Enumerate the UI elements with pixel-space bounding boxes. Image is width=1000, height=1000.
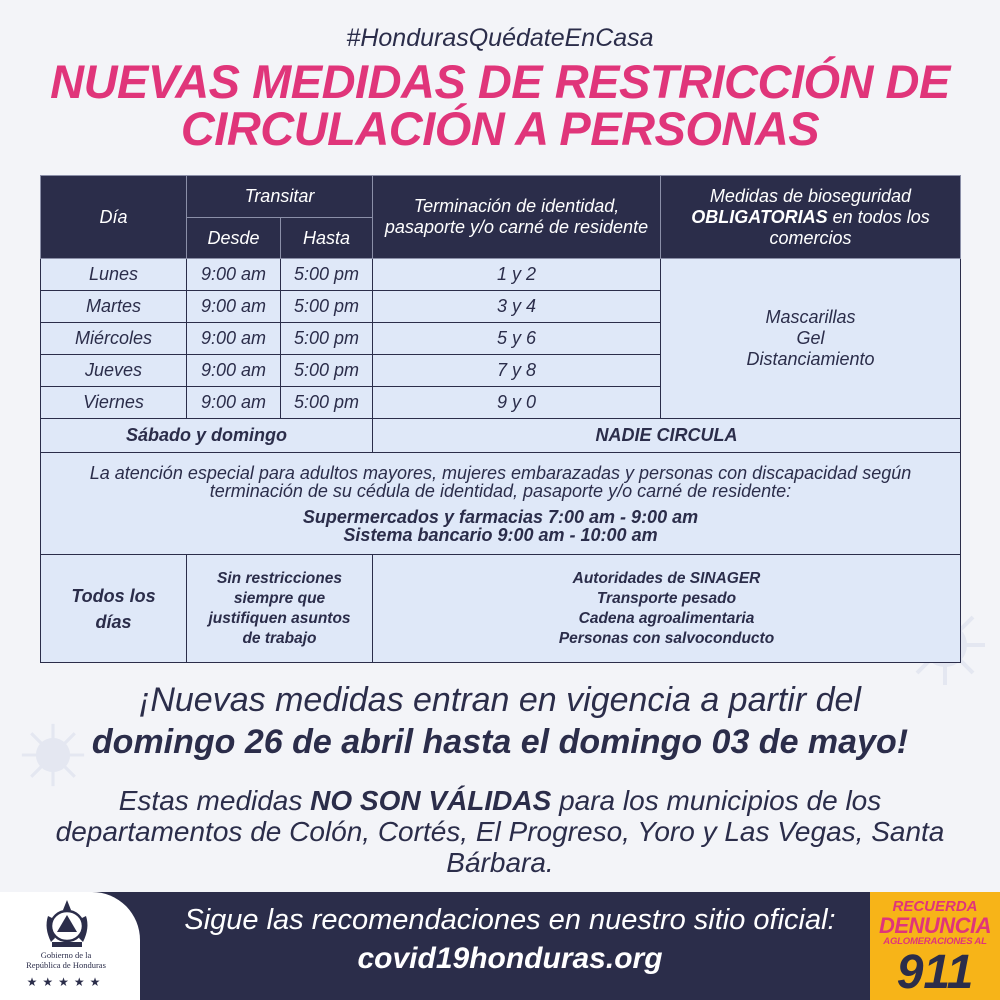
sin-line: de trabajo [242,629,317,647]
medidas-list [661,259,961,419]
row-dia: Lunes [41,259,187,291]
coat-of-arms-icon [42,898,92,950]
stars-icon: ★★★★★ [26,975,106,989]
special-attention [41,453,961,555]
page-title [0,55,1000,155]
todos-label [41,555,187,663]
sin-line: justifiquen asuntos [208,609,351,627]
hashtag: #HondurasQuédateEnCasa [346,24,654,52]
logo-line-1: Gobierno de la [40,950,92,960]
validity-note [50,785,950,878]
note-bold: NO SON VÁLIDAS [310,785,552,816]
logo-line-2: República de Honduras [26,960,106,970]
row-terminacion: 3 y 4 [373,291,661,323]
special-line-4: Sistema bancario 9:00 am - 10:00 am [343,524,658,545]
header-medidas-bold: OBLIGATORIAS [691,206,828,227]
row-terminacion: 5 y 6 [373,323,661,355]
row-hasta: 5:00 pm [281,355,373,387]
row-dia: Jueves [41,355,187,387]
header-dia: Día [41,176,187,259]
restrictions-table [40,175,961,663]
note-post: para los municipios de los departamentos de Colón, Cortés, El Progreso, Yoro y Las Vegas, Santa Bárbara. [55,785,945,878]
title-line-1: NUEVAS MEDIDAS DE RESTRICCIÓN DE [50,55,950,108]
row-desde: 9:00 am [187,355,281,387]
medida-item: Distanciamiento [746,349,875,369]
note-pre: Estas medidas [118,785,311,816]
badge-denuncia: DENUNCIA [878,913,992,938]
special-line-1: La atención especial para adultos mayores, mujeres embarazadas y personas con discapacidad según [89,462,912,483]
header-transitar: Transitar [187,176,373,218]
sin-restricciones [187,555,373,663]
row-dia: Viernes [41,387,187,419]
exempt-item: Personas con salvoconducto [558,629,775,647]
special-line-3: Supermercados y farmacias 7:00 am - 9:00 am [302,506,699,527]
row-terminacion: 7 y 8 [373,355,661,387]
todos-line-2: días [95,611,132,632]
row-terminacion: 1 y 2 [373,259,661,291]
weekend-label: Sábado y domingo [41,419,373,453]
website-link[interactable]: covid19honduras.org [357,942,663,975]
row-hasta: 5:00 pm [281,323,373,355]
row-desde: 9:00 am [187,291,281,323]
government-logo [0,892,140,1000]
title-line-2: CIRCULACIÓN A PERSONAS [180,102,820,155]
header-terminacion: Terminación de identidad, pasaporte y/o carné de residente [373,176,661,259]
exempt-item: Cadena agroalimentaria [578,609,755,627]
row-terminacion: 9 y 0 [373,387,661,419]
header-hasta: Hasta [281,218,373,259]
sin-line: siempre que [233,589,326,607]
row-desde: 9:00 am [187,387,281,419]
row-dia: Miércoles [41,323,187,355]
row-desde: 9:00 am [187,259,281,291]
header-medidas [661,176,961,259]
todos-line-1: Todos los [71,585,156,606]
row-desde: 9:00 am [187,323,281,355]
row-dia: Martes [41,291,187,323]
row-hasta: 5:00 pm [281,291,373,323]
medida-item: Mascarillas [765,307,856,327]
header-medidas-pre: Medidas de bioseguridad [709,185,912,206]
header-medidas-post: en todos los comercios [769,206,930,248]
announcement-line-1: ¡Nuevas medidas entran en vigencia a partir del [139,681,861,719]
emergency-badge [870,892,1000,1000]
badge-number: 911 [896,946,974,999]
weekend-value: NADIE CIRCULA [373,419,961,453]
special-line-2: terminación de su cédula de identidad, pasaporte y/o carné de residente: [209,480,792,501]
row-hasta: 5:00 pm [281,387,373,419]
sin-line: Sin restricciones [217,569,342,587]
logo-text [4,950,128,970]
badge-aglomeraciones: AGLOMERACIONES AL [883,936,987,947]
badge-recuerda: RECUERDA [892,898,978,915]
exempt-list [373,555,961,663]
row-hasta: 5:00 pm [281,259,373,291]
footer-text: Sigue las recomendaciones en nuestro sitio oficial: [184,904,836,936]
footer [0,892,1000,1000]
exempt-item: Transporte pesado [596,589,737,607]
header-desde: Desde [187,218,281,259]
announcement-line-2: domingo 26 de abril hasta el domingo 03 de mayo! [91,723,909,761]
exempt-item: Autoridades de SINAGER [572,569,761,587]
medida-item: Gel [796,328,825,348]
